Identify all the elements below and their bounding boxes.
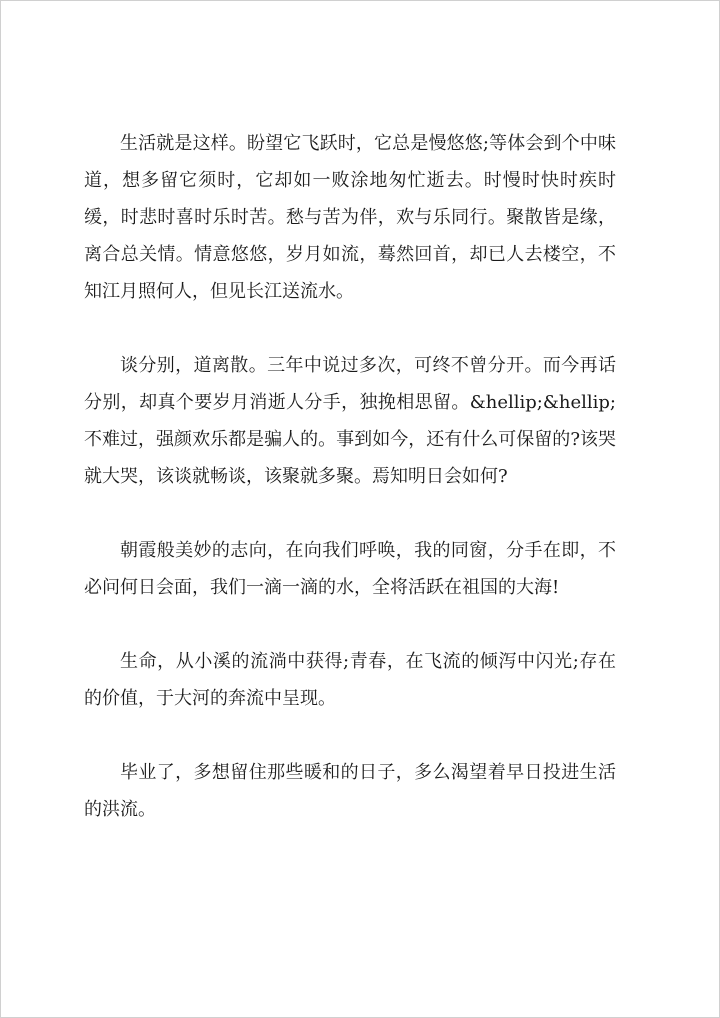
paragraph-3: 朝霞般美妙的志向，在向我们呼唤，我的同窗，分手在即，不必问何日会面，我们一滴一滴的水，全将活跃在祖国的大海! — [84, 540, 616, 598]
document-body — [84, 125, 616, 828]
paragraph-4: 生命，从小溪的流淌中获得;青春，在飞流的倾泻中闪光;存在的价值，于大河的奔流中呈现。 — [84, 651, 616, 709]
paragraph-2: 谈分别，道离散。三年中说过多次，可终不曾分开。而今再话分别，却真个要岁月消逝人分手，独挽相思留。&hellip;&hellip;不难过，强颜欢乐都是骗人的。事到如今，还有什么可保留的?该哭就大哭，该谈就畅谈，该聚就多聚。焉知明日会如何? — [84, 355, 616, 487]
paragraph-1: 生活就是这样。盼望它飞跃时，它总是慢悠悠;等体会到个中味道，想多留它须时，它却如一败涂地匆忙逝去。时慢时快时疾时缓，时悲时喜时乐时苦。愁与苦为伴，欢与乐同行。聚散皆是缘，离合总关情。情意悠悠，岁月如流，蓦然回首，却已人去楼空，不知江月照何人，但见长江送流水。 — [84, 133, 616, 302]
paragraph-5: 毕业了，多想留住那些暖和的日子，多么渴望着早日投进生活的洪流。 — [84, 762, 616, 820]
